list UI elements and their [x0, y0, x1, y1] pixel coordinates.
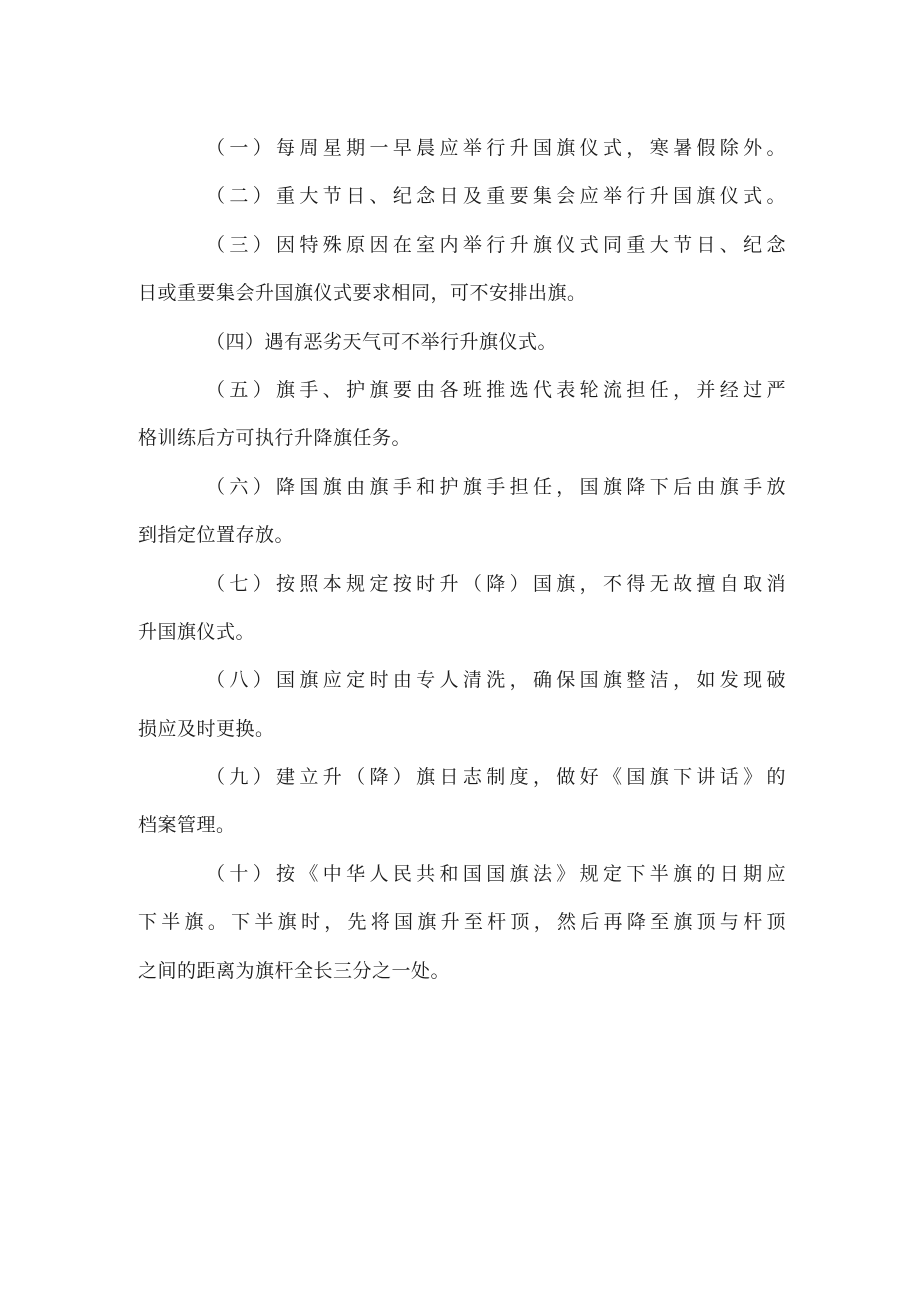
- paragraph-line: （二）重大节日、纪念日及重要集会应举行升国旗仪式。: [206, 185, 786, 208]
- paragraph-line: 到指定位置存放。: [138, 524, 295, 547]
- document-body: [138, 124, 786, 995]
- paragraph-line: 格训练后方可执行升降旗任务。: [138, 427, 412, 450]
- paragraph-line: （三）因特殊原因在室内举行升旗仪式同重大节日、纪念: [206, 233, 786, 256]
- paragraph-line: 日或重要集会升国旗仪式要求相同，可不安排出旗。: [138, 282, 587, 305]
- paragraph-line: 下半旗。下半旗时，先将国旗升至杆顶，然后再降至旗顶与杆顶: [138, 911, 786, 934]
- paragraph-line: （一）每周星期一早晨应举行升国旗仪式，寒暑假除外。: [206, 137, 786, 159]
- paragraph-line: （八）国旗应定时由专人清洗，确保国旗整洁，如发现破: [206, 669, 786, 692]
- paragraph-line: （六）降国旗由旗手和护旗手担任，国旗降下后由旗手放: [206, 475, 786, 498]
- paragraph-line: 之间的距离为旗杆全长三分之一处。: [138, 959, 451, 982]
- paragraph-line: （五）旗手、护旗要由各班推选代表轮流担任，并经过严: [206, 378, 786, 401]
- paragraph-line: （四）遇有恶劣天气可不举行升旗仪式。: [206, 330, 558, 353]
- paragraph-line: 损应及时更换。: [138, 717, 275, 740]
- paragraph-line: （九）建立升（降）旗日志制度，做好《国旗下讲话》的: [206, 766, 786, 789]
- paragraph-line: 升国旗仪式。: [138, 620, 256, 643]
- paragraph-line: （七）按照本规定按时升（降）国旗，不得无故擅自取消: [206, 572, 786, 595]
- paragraph-line: 档案管理。: [138, 814, 236, 837]
- paragraph-line: （十）按《中华人民共和国国旗法》规定下半旗的日期应: [206, 862, 786, 885]
